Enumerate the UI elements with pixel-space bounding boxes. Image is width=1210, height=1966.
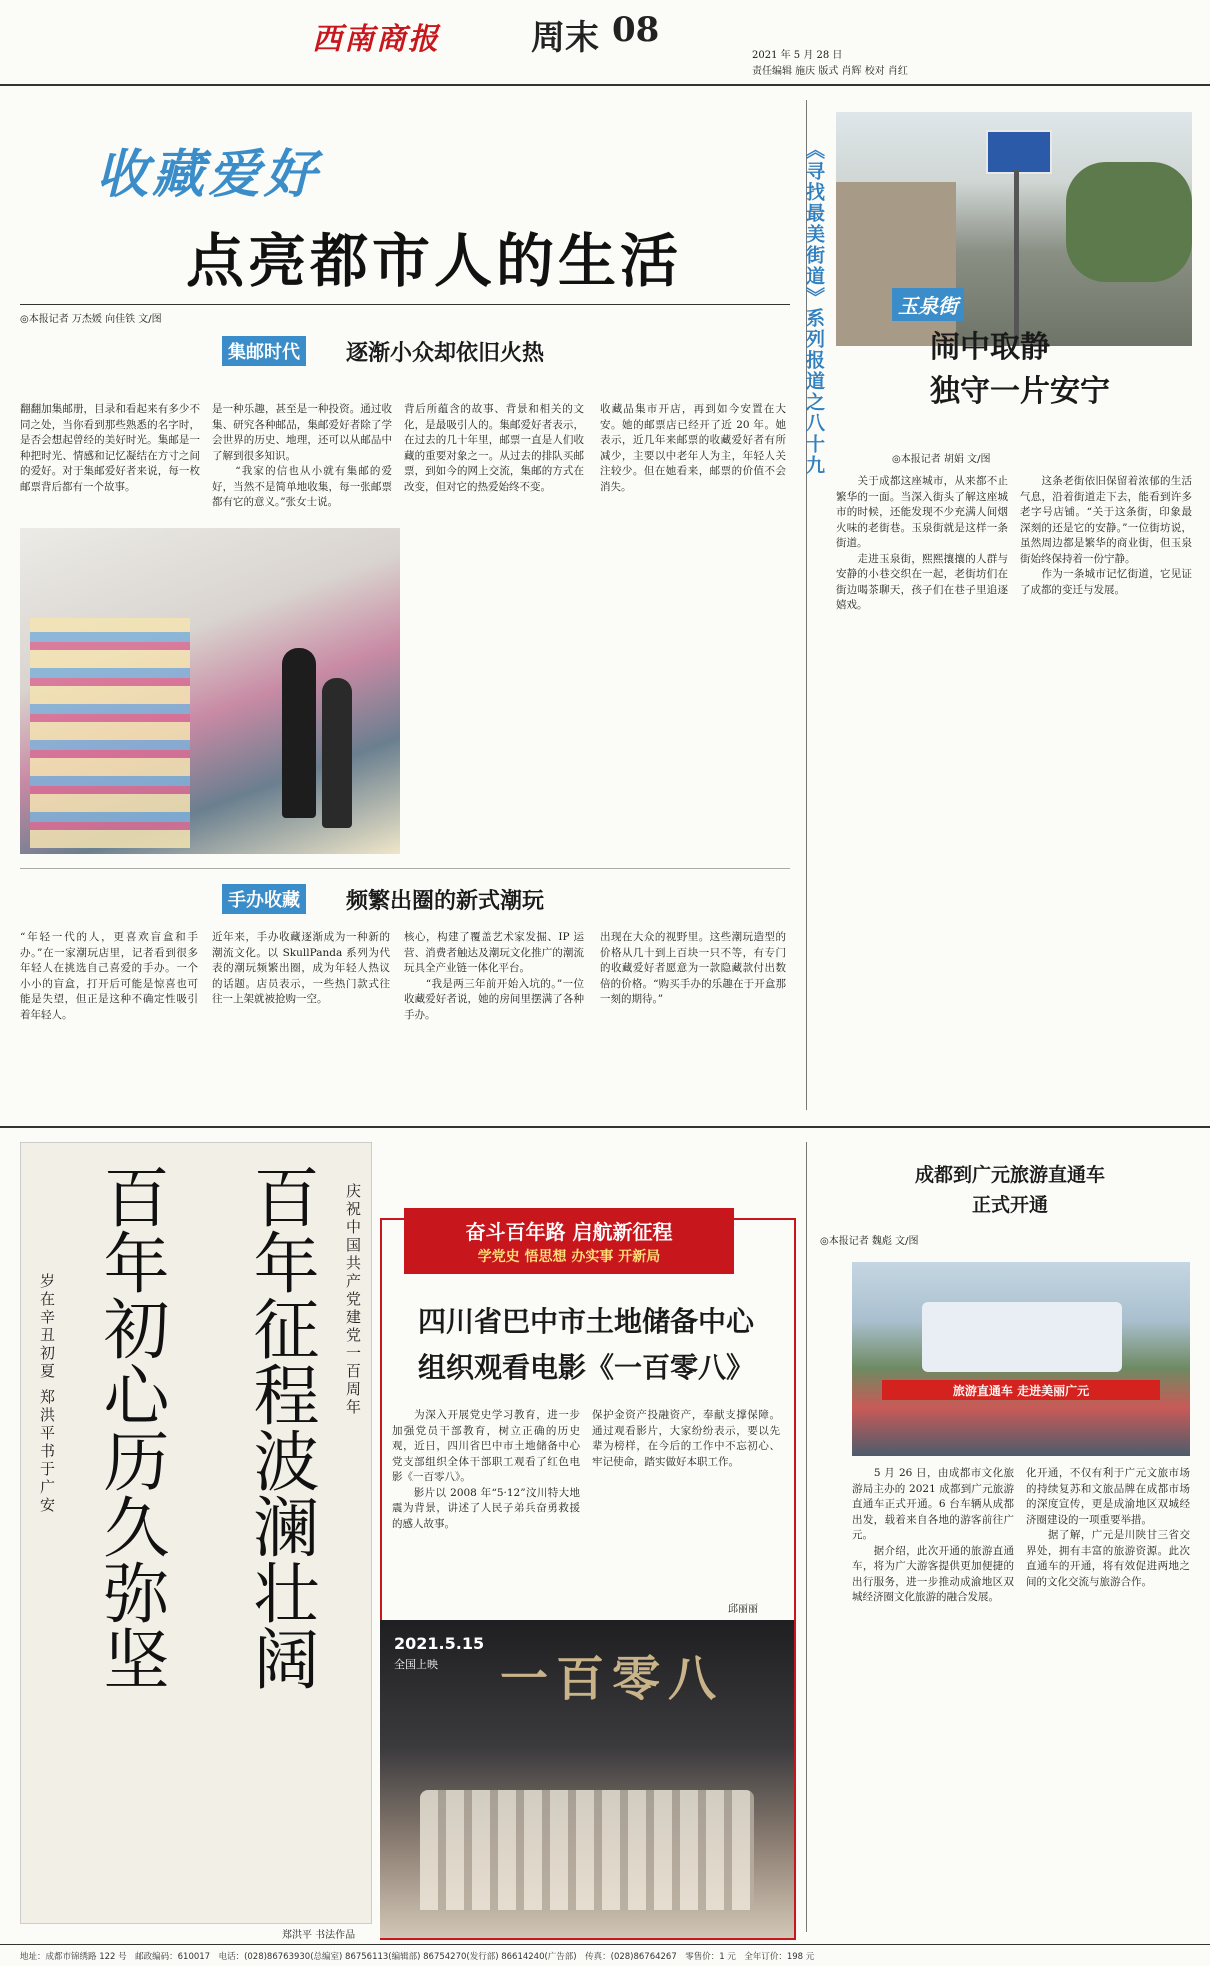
photo-person <box>282 648 316 818</box>
travel-column: 化开通，不仅有利于广元文旅市场的持续复苏和文旅品牌在成都市场的深度宣传，更是成渝地区双城经济圈建设的一项重要举措。 据了解，广元是川陕甘三省交界处，拥有丰富的旅游资源。此次直通车的开通，将有效促进两地之间的文化交流与旅游合作。 <box>1026 1467 1190 1588</box>
street-sign <box>986 130 1052 174</box>
travel-banner <box>882 1380 1160 1400</box>
street-name-tag: 玉泉街 <box>892 288 964 321</box>
feature-title-rule <box>20 304 790 305</box>
feature-column: 收藏品集市开店，再到如今安置在大安。她的邮票店已经开了近 20 年。她表示，近几年来邮票的收藏爱好者有所减少，主要以中老年人为主，年轻人关注较少。但在她看来，邮票的价值不会消失。 <box>600 403 786 493</box>
party-title-line2: 组织观看电影《一百零八》 <box>417 1351 754 1384</box>
party-banner-line2: 学党史 悟思想 办实事 开新局 <box>477 1249 661 1265</box>
travel-banner-text: 旅游直通车 走进美丽广元 <box>952 1384 1090 1398</box>
calligraphy-caption: 郑洪平 书法作品 <box>282 1930 356 1941</box>
subhead-title: 频繁出圈的新式潮玩 <box>346 888 545 914</box>
travel-byline: ◎本报记者 魏彪 文/图 <box>820 1236 919 1247</box>
tour-bus <box>922 1302 1122 1372</box>
calligraphy-signature: 岁在辛丑初夏 郑洪平书于广安 <box>38 1273 56 1515</box>
party-banner-line1: 奋斗百年路 启航新征程 <box>465 1220 673 1244</box>
subhead-title: 逐渐小众却依旧火热 <box>346 340 545 366</box>
feature-photo <box>20 528 400 854</box>
footer-info: 地址：成都市锦绣路 122 号 邮政编码：610017 电话：(028)86763930(总编室) 86756113(编辑部) 86754270(发行部) 86614240(广告部) 传真：(028)86764267 零售价：1 元 全年订价：198 元 <box>20 1952 815 1962</box>
street-byline: ◎本报记者 胡娟 文/图 <box>892 454 991 465</box>
photo-shelf <box>30 618 190 848</box>
feature-column: 翻翻加集邮册，目录和看起来有多少不同之处，当你看到那些熟悉的名字时，是否会想起曾经的美好时光。集邮是一种把时光、情感和记忆凝结在方寸之间的爱好。对于集邮爱好者来说，每一枚邮票背后都有一个故事。 <box>20 403 200 493</box>
issue-date: 2021 年 5 月 28 日 <box>752 50 843 61</box>
party-title-line1: 四川省巴中市土地储备中心 <box>417 1305 754 1338</box>
feature-kicker: 收藏爱好 <box>96 145 321 205</box>
street-trees <box>1066 162 1192 282</box>
calligraphy-inscription: 庆祝中国共产党建党一百周年 <box>344 1183 362 1417</box>
party-author: 邱丽丽 <box>728 1604 758 1615</box>
subhead-tag: 集邮时代 <box>222 336 306 366</box>
masthead <box>0 0 1210 77</box>
feature-column: 核心，构建了覆盖艺术家发掘、IP 运营、消费者触达及潮玩文化推广的潮流玩具全产业链一体化平台。 “我是两三年前开始入坑的。”一位收藏爱好者说，她的房间里摆满了各种手办。 <box>404 931 584 1021</box>
photo-person <box>322 678 352 828</box>
street-column: 关于成都这座城市，从来都不止繁华的一面。当深入街头了解这座城市的时候，还能发现不少充满人间烟火味的老街巷。玉泉街就是这样一条街道。 走进玉泉街，熙熙攘攘的人群与安静的小巷交织在一起，老街坊们在街边喝茶聊天，孩子们在巷子里追逐嬉戏。 <box>836 475 1008 611</box>
travel-column: 5 月 26 日，由成都市文化旅游局主办的 2021 成都到广元旅游直通车正式开通。6 台车辆从成都出发，载着来自各地的游客前往广元。 据介绍，此次开通的旅游直通车，将为广大游客提供更加便捷的出行服务，进一步推动成渝地区双城经济圈文化旅游的融合发展。 <box>852 1467 1014 1603</box>
street-column: 这条老街依旧保留着浓郁的生活气息，沿着街道走下去，能看到许多老字号店铺。“关于这条街，印象最深刻的还是它的安静。”一位街坊说，虽然周边都是繁华的商业街，但玉泉街始终保持着一份宁静。 作为一条城市记忆街道，它见证了成都的变迁与发展。 <box>1020 475 1192 596</box>
calligraphy-line: 百年征程波澜壮阔 <box>242 1163 319 1691</box>
footer-rule <box>0 1944 1210 1945</box>
feature-title: 点亮都市人的生活 <box>186 227 683 295</box>
section-divider <box>0 1126 1210 1128</box>
street-sign-pole <box>1014 170 1019 346</box>
travel-title-line2: 正式开通 <box>971 1194 1048 1216</box>
masthead-rule <box>0 84 1210 86</box>
travel-title-line1: 成都到广元旅游直通车 <box>914 1164 1105 1186</box>
column-divider <box>806 1142 807 1932</box>
page-number: 08 <box>612 10 660 50</box>
feature-column: 出现在大众的视野里。这些潮玩造型的价格从几十到上百块一只不等，有专门的收藏爱好者愿意为一款隐藏款付出数倍的价格。“购买手办的乐趣在于开盒那一刻的期待。” <box>600 931 786 1005</box>
feature-column: 近年来，手办收藏逐渐成为一种新的潮流文化。以 SkullPanda 系列为代表的潮玩频繁出圈，成为年轻人热议的话题。店员表示，一些热门款式往往一上架就被抢购一空。 <box>212 931 390 1005</box>
street-photo <box>836 112 1192 346</box>
poster-title: 一百零八 <box>500 1651 725 1707</box>
feature-column: 是一种乐趣，甚至是一种投资。通过收集、研究各种邮品，集邮爱好者除了学会世界的历史、地理，还可以从邮品中了解到很多知识。 “我家的信也从小就有集邮的爱好，当然不是简单地收集，每一张邮票都有它的意义。”张女士说。 <box>212 403 392 508</box>
party-banner <box>404 1208 734 1274</box>
poster-caption: 全国上映 <box>394 1658 438 1671</box>
feature-byline: ◎本报记者 万杰媛 向佳铁 文/图 <box>20 314 162 325</box>
party-column: 保护金资产投融资产，奉献支撑保障。通过观看影片，大家纷纷表示，要以先辈为榜样，在今后的工作中不忘初心、牢记使命，踏实做好本职工作。 <box>592 1409 780 1468</box>
feature-column: 背后所蕴含的故事、背景和相关的文化，是最吸引人的。集邮爱好者表示，在过去的几十年里，邮票一直是人们收藏的重要对象之一。从过去的排队买邮票，到如今的网上交流，集邮的方式在改变，但对它的热爱始终不变。 <box>404 403 584 493</box>
series-title: 《寻找最美街道》系列报道之八十九 <box>803 140 825 476</box>
subhead-tag: 手办收藏 <box>222 884 306 914</box>
calligraphy-line: 百年初心历久弥坚 <box>92 1163 169 1691</box>
party-column: 为深入开展党史学习教育，进一步加强党员干部教育，树立正确的历史观，近日，四川省巴中市土地储备中心党支部组织全体干部职工观看了红色电影《一百零八》。 影片以 2008 年“5·12”汶川特大地震为背景，讲述了人民子弟兵奋勇救援的感人故事。 <box>392 1409 580 1530</box>
feature-column: “年轻一代的人，更喜欢盲盒和手办。”在一家潮玩店里，记者看到很多年轻人在挑选自己喜爱的手办。一个小小的盲盒，打开后可能是惊喜也可能是失望，但正是这种不确定性吸引着年轻人。 <box>20 931 198 1021</box>
street-title-line2: 独守一片安宁 <box>930 374 1110 409</box>
editors-credit: 责任编辑 施庆 版式 肖辉 校对 肖红 <box>752 66 908 77</box>
street-title-line1: 闹中取静 <box>930 330 1050 365</box>
section-name: 周末 <box>531 18 599 58</box>
section-divider <box>20 868 790 869</box>
movie-poster <box>380 1620 794 1938</box>
calligraphy-artwork <box>20 1142 372 1924</box>
poster-group <box>420 1790 754 1910</box>
travel-photo <box>852 1262 1190 1456</box>
newspaper-logo: 西南商报 <box>312 22 440 57</box>
poster-date: 2021.5.15 <box>394 1634 485 1653</box>
